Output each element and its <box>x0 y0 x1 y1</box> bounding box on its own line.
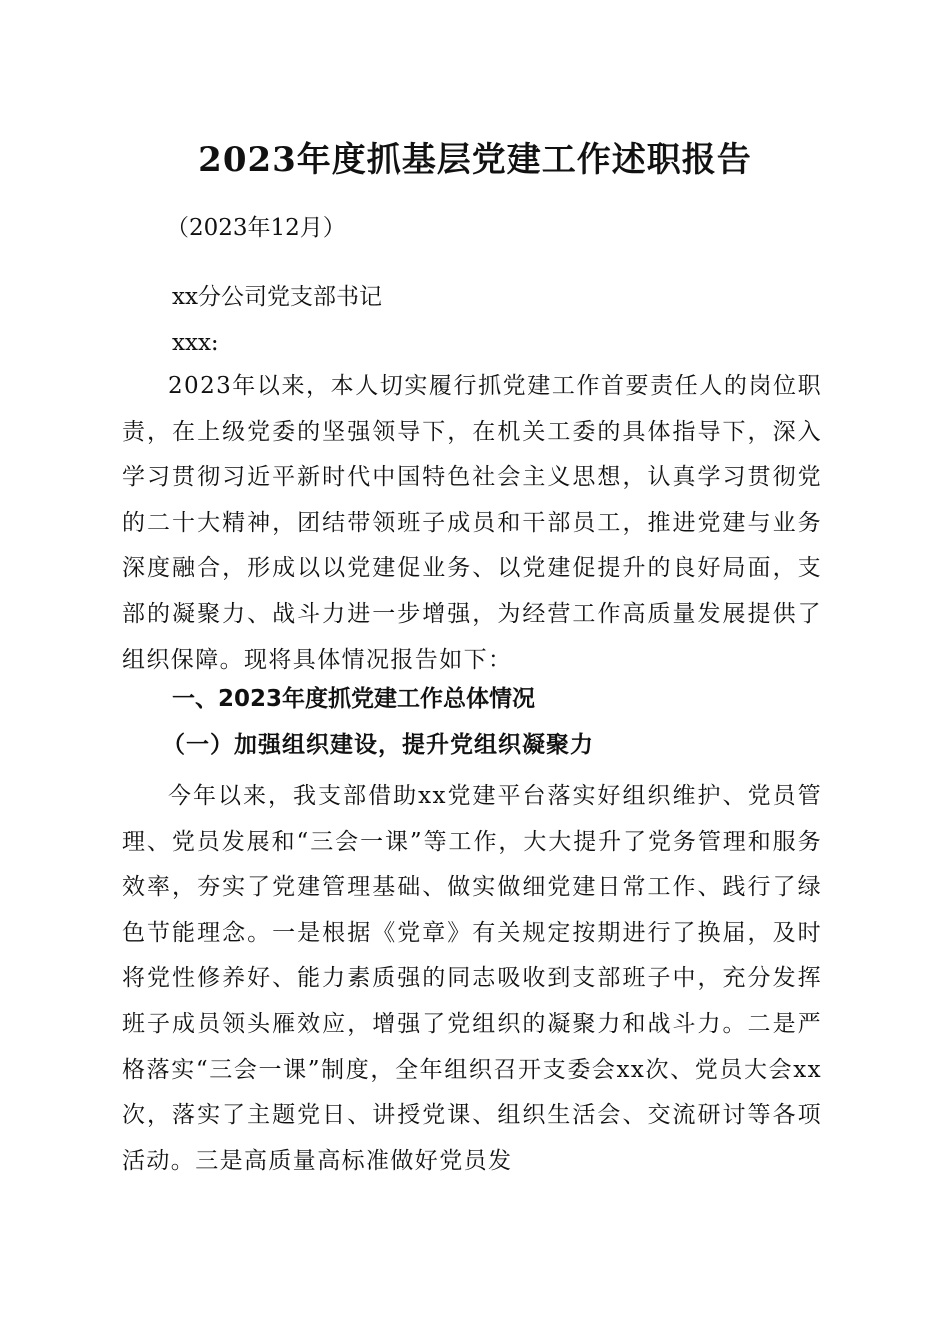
report-organization: xx分公司党支部书记 <box>172 284 382 310</box>
report-author: xxx: <box>172 330 219 356</box>
section-paragraph: 今年以来，我支部借助xx党建平台落实好组织维护、党员管理、党员发展和“三会一课”等工作，大大提升了党务管理和服务效率，夯实了党建管理基础、做实做细党建日常工作、践行了绿色节能理念。一是根据《党章》有关规定按期进行了换届，及时将党性修养好、能力素质强的同志吸收到支部班子中，充分发挥班子成员领头雁效应，增强了党组织的凝聚力和战斗力。二是严格落实“三会一课”制度，全年组织召开支委会xx次、党员大会xx次，落实了主题党日、讲授党课、组织生活会、交流研讨等各项活动。三是高质量高标准做好党员发 <box>122 783 822 1174</box>
intro-paragraph: 2023年以来，本人切实履行抓党建工作首要责任人的岗位职责，在上级党委的坚强领导下，在机关工委的具体指导下，深入学习贯彻习近平新时代中国特色社会主义思想，认真学习贯彻党的二十大精神，团结带领班子成员和干部员工，推进党建与业务深度融合，形成以以党建促业务、以党建促提升的良好局面，支部的凝聚力、战斗力进一步增强，为经营工作高质量发展提供了组织保障。现将具体情况报告如下： <box>122 373 822 673</box>
section-heading: 一、2023年度抓党建工作总体情况 <box>172 686 536 712</box>
document-title: 2023年度抓基层党建工作述职报告 <box>198 140 752 180</box>
subsection-heading: （一）加强组织建设，提升党组织凝聚力 <box>162 731 594 758</box>
report-date: （2023年12月） <box>166 215 346 241</box>
